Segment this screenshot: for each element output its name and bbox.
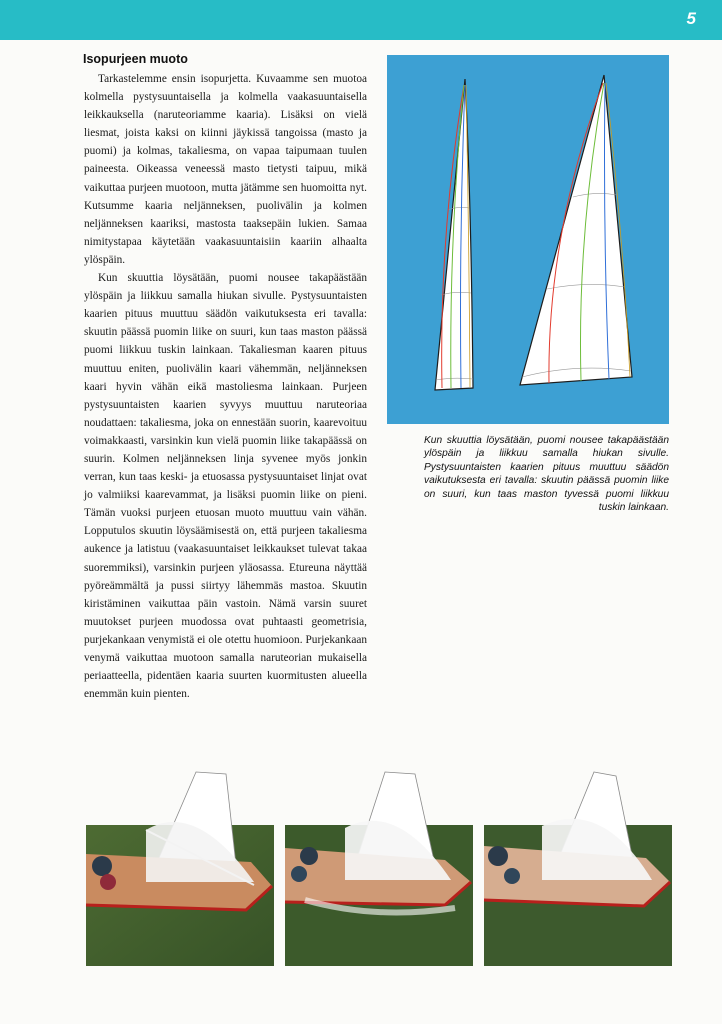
top-color-band <box>0 0 722 40</box>
sail-eased-diagram <box>520 75 632 385</box>
article-body <box>84 70 367 703</box>
sailboat-photo-icon <box>285 770 473 966</box>
sailboat-photo-3 <box>484 770 672 966</box>
article-paragraph: Kun skuuttia löysätään, puomi nousee takapäästään ylöspäin ja liikkuu samalla hiukan sivulle. Pystysuuntaisten kaarien pituus muuttuu säädön vaikutuksesta eri tavalla: skuutin päässä puomin liike on suuri, kun taas maston päässä puomi liikkuu tuskin lainkaan. Takaliesman kaaren pituus muuttuu eniten, puolivälin kaari vähemmän, neljänneksen kaari hyvin vähän eikä mastoliesma lainkaan. Purjeen pystysuuntaisten kaarien syvyys muuttuu naruteoriaa noudattaen: takaliesma, joka on ennestään suorin, kaarevoituu voimakkaasti, varsinkin kun vielä puomin liike takapäässä on suurin. Kolmen neljänneksen linja syvenee myös jonkin verran, kun taas keski- ja etuosassa pystysuuntaiset linjat ovat jo valmiiksi kaarevammat, ja lisäksi puomin liike on pieni. Tämän vuoksi purjeen etuosan muoto muuttuu vain vähän. Lopputulos skuutin löysäämisestä on, että purjeen takaliesma aukence ja latistuu (vaakasuuntaiset leikkaukset tulevat takaa suoremmiksi), varsinkin purjeen yläosassa. Etureuna näyttää pyöreämmältä ja pussi siirtyy lähemmäs mastoa. Skuutin kiristäminen vaikuttaa päin vastoin. Nämä varsin suuret muutokset purjeen muodossa ovat puhtaasti geometrisia, purjekankaan venymistä ei ole otettu huomioon. Purjekankaan venymä vaikuttaa muotoon samalla naruteorian mukaisella periaatteella, pidentäen kaaria suurten kuormitusten alueella enemmän kuin pienten. <box>84 272 367 701</box>
sailboat-photo-icon <box>484 770 672 966</box>
sailboat-photo-2 <box>285 770 473 966</box>
sail-diagram <box>387 55 669 424</box>
sailboat-photo-icon <box>86 770 274 966</box>
article-paragraph: Tarkastelemme ensin isopurjetta. Kuvaamme sen muotoa kolmella pystysuuntaisella ja kolmella vaakasuuntaisella leikkauksella (naruteoriamme kaaria). Lisäksi on vielä liesmat, joista kaksi on kiinni jäykissä tangoissa (masto ja puomi) ja kolmas, takaliesma, on vapaa taipumaan tuulen paineesta. Oikeassa veneessä masto tietysti taipuu, mikä vaikuttaa purjeen muotoon, mutta jätämme sen huomoitta nyt. Kutsumme kaaria neljänneksen, puolivälin ja kolmen neljänneksen kaariksi, mastosta taaksepäin lukien. Samaa nimitystapaa käytetään vaakasuuntaisiin kaariin alhaalta ylöspäin. <box>84 73 367 266</box>
sailboat-photo-1 <box>86 770 274 966</box>
sail-shape-figure <box>387 55 669 424</box>
figure-caption: Kun skuuttia löysätään, puomi nousee takapäästään ylöspäin ja liikkuu samalla hiukan sivulle. Pystysuuntaisten kaarien pituus muuttuu säädön vaikutuksesta eri tavalla: skuutin päässä puomin liike on suuri, kun taas maston tyvessä puomi liikkuu tuskin lainkaan. <box>424 435 669 514</box>
sail-tight-diagram <box>435 79 473 390</box>
page-number: 5 <box>686 9 696 28</box>
article-heading: Isopurjeen muoto <box>83 52 188 66</box>
